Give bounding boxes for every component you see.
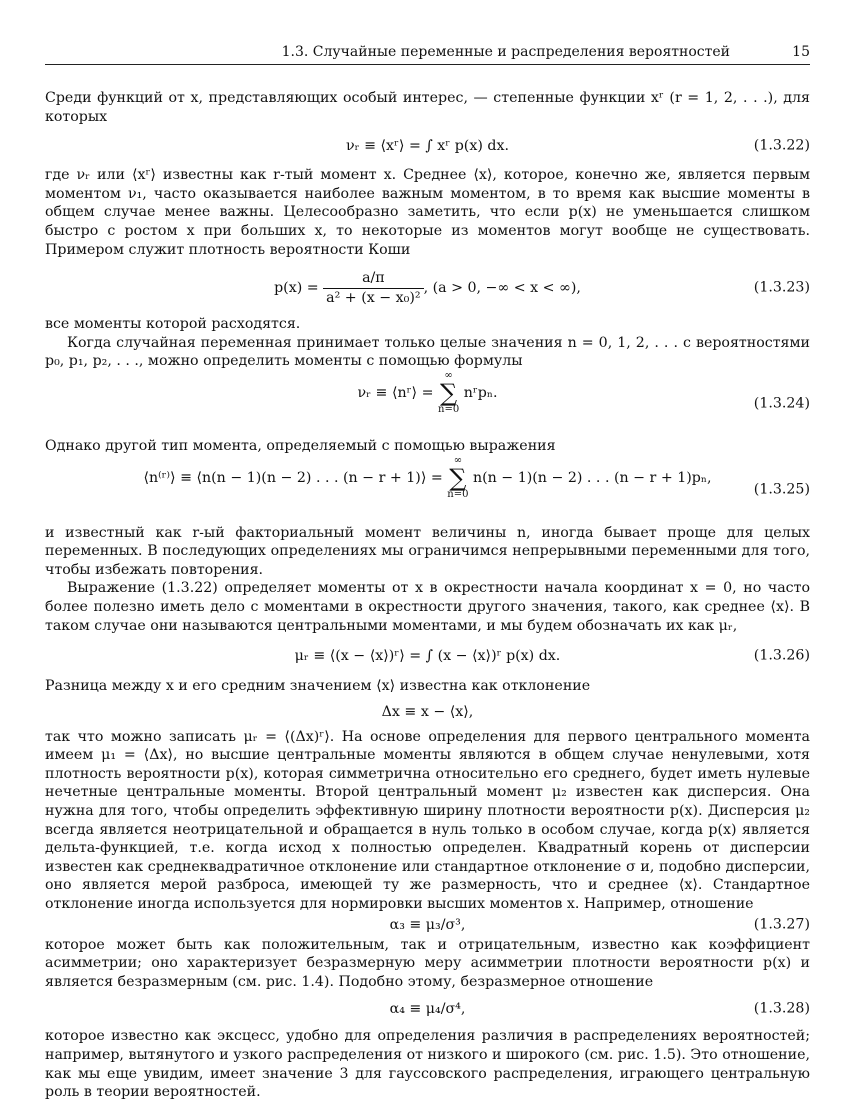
equation-number: (1.3.22): [753, 137, 810, 154]
page: [45, 40, 810, 1102]
sum-upper-limit: ∞: [444, 369, 453, 381]
equation-number: (1.3.26): [753, 647, 810, 664]
page-number: 15: [792, 44, 810, 60]
equation-1-3-22: [45, 126, 810, 166]
equation-1-3-28: [45, 991, 810, 1027]
equation-number: (1.3.27): [753, 916, 810, 933]
equation-formula: μᵣ ≡ ⟨(x − ⟨x⟩)ʳ⟩ = ∫ (x − ⟨x⟩)ʳ p(x) dx.: [294, 648, 561, 665]
paragraph-4: Когда случайная переменная принимает только целые значения n = 0, 1, 2, . . . с вероятностями p₀, p₁, p₂, . . ., можно определить моменты с помощью формулы: [45, 334, 810, 370]
equation-1-3-25: [45, 456, 810, 524]
sigma-icon: ∑: [440, 378, 458, 407]
paragraph-11: которое известно как эксцесс, удобно для определения различия в распределениях вероятностей; например, вытянутого и узкого распределения от низкого и широкого (см. рис. 1.5). Это отношение, как мы еще увидим, имеет значение 3 для гауссовского распределения, играющего центральную роль в теории вероятностей.: [45, 1028, 810, 1101]
sum-lower-limit: n=0: [438, 403, 460, 415]
paragraph-2: где νᵣ или ⟨xʳ⟩ известны как r-тый момент x. Среднее ⟨x⟩, которое, конечно же, является первым моментом ν₁, часто оказывается наиболее важным моментом, в то время как высшие моменты в общем случае менее важны. Целесообразно заметить, что если p(x) не уменьшается слишком быстро с ростом x при больших x, то некоторые из моментов могут вообще не существовать. Примером служит плотность вероятности Коши: [45, 167, 810, 258]
equation-number: (1.3.28): [753, 1001, 810, 1018]
paragraph-5: Однако другой тип момента, определяемый с помощью выражения: [45, 437, 556, 454]
equation-lhs: νᵣ ≡ ⟨nʳ⟩ =: [357, 384, 438, 401]
equation-formula: νᵣ ≡ ⟨xʳ⟩ = ∫ xʳ p(x) dx.: [346, 138, 509, 155]
paragraph-10: которое может быть как положительным, так и отрицательным, известно как коэффициент асимметрии; оно характеризует безразмерную меру асимметрии плотности вероятности p(x) и является безразмерным (см. рис. 1.4). Подобно этому, безразмерное отношение: [45, 936, 810, 990]
fraction: [323, 269, 423, 307]
paragraph-8: Разница между x и его средним значением ⟨x⟩ известна как отклонение: [45, 678, 591, 695]
equation-formula: α₃ ≡ μ₃/σ³,: [389, 916, 466, 933]
equation-number: (1.3.23): [753, 279, 810, 296]
fraction-denominator: a² + (x − x₀)²: [326, 289, 421, 306]
equation-rhs: n(n − 1)(n − 2) . . . (n − r + 1)pₙ,: [468, 469, 712, 486]
sum-lower-limit: n=0: [447, 488, 469, 500]
section-title: 1.3. Случайные переменные и распределения вероятностей: [281, 44, 730, 60]
fraction-numerator: a/π: [323, 269, 423, 289]
equation-rhs: nʳpₙ.: [459, 384, 498, 401]
equation-condition: , (a > 0, −∞ < x < ∞),: [423, 280, 581, 297]
sum-sign: [447, 456, 468, 500]
sum-upper-limit: ∞: [453, 454, 463, 466]
equation-number: (1.3.25): [753, 481, 810, 498]
running-header: [45, 40, 810, 62]
paragraph-1: Среди функций от x, представляющих особый интерес, — степенные функции xʳ (r = 1, 2, . . .), для которых: [45, 90, 810, 125]
equation-formula: α₄ ≡ μ₄/σ⁴,: [389, 1001, 466, 1018]
equation-lhs: p(x) =: [274, 280, 324, 297]
paragraph-3: все моменты которой расходятся.: [45, 316, 301, 333]
sum-sign: [438, 371, 459, 415]
equation-formula: Δx ≡ x − ⟨x⟩,: [381, 703, 474, 720]
paragraph-9: так что можно записать μᵣ = ⟨(Δx)ʳ⟩. На основе определения для первого центрального момента имеем μ₁ = ⟨Δx⟩, но высшие центральные моменты являются в общем случае ненулевыми, хотя плотность вероятности p(x), которая симметрична относительно его среднего, будет иметь нулевые нечетные центральные моменты. Второй центральный момент μ₂ известен как дисперсия. Она нужна для того, чтобы определить эффективную ширину плотности вероятности p(x). Дисперсия μ₂ всегда является неотрицательной и обращается в нуль только в особом случае, когда p(x) является дельта-функцией, т.е. когда исход x полностью определен. Квадратный корень от дисперсии известен как среднеквадратичное отклонение или стандартное отклонение σ и, подобно дисперсии, оно является мерой разброса, имеющей ту же размерность, что и среднее ⟨x⟩. Стандартное отклонение иногда используется для нормировки высших моментов x. Например, отношение: [45, 728, 810, 913]
paragraph-6: и известный как r-ый факториальный момент величины n, иногда бывает проще для целых переменных. В последующих определениях мы ограничимся непрерывными переменными для того, чтобы избежать повторения.: [45, 524, 810, 578]
equation-number: (1.3.24): [753, 395, 810, 412]
equation-deviation: [45, 696, 810, 728]
header-rule: [45, 64, 810, 65]
equation-lhs: ⟨n⁽ʳ⁾⟩ ≡ ⟨n(n − 1)(n − 2) . . . (n − r + 1)⟩ =: [143, 469, 448, 486]
sigma-icon: ∑: [449, 463, 467, 492]
equation-1-3-24: [45, 371, 810, 437]
equation-1-3-27: [45, 914, 810, 936]
equation-1-3-23: [45, 261, 810, 315]
paragraph-7: Выражение (1.3.22) определяет моменты от x в окрестности начала координат x = 0, но часто более полезно иметь дело с моментами в окрестности другого значения, такого, как среднее ⟨x⟩. В таком случае они называются центральными моментами, и мы будем обозначать их как μᵣ,: [45, 580, 810, 634]
equation-1-3-26: [45, 635, 810, 677]
